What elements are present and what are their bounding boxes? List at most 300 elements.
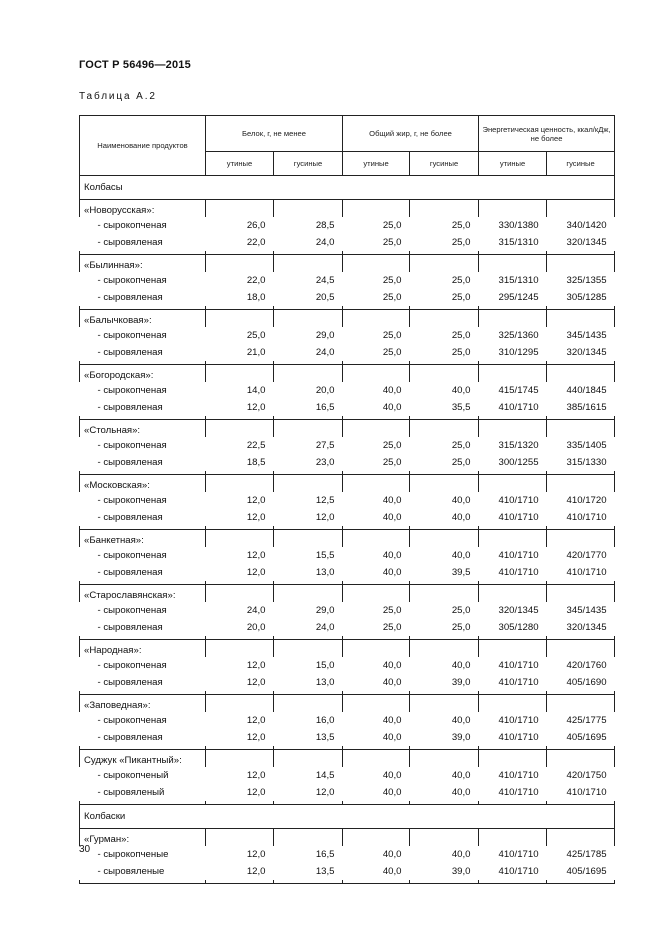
empty-cell [206, 200, 274, 218]
value-cell: 25,0 [451, 275, 471, 286]
value-cell: 22,0 [246, 237, 266, 248]
table-row [80, 846, 615, 863]
product-variant-label: - сырокопченая [97, 495, 167, 506]
empty-cell [410, 585, 479, 603]
value-cell: 12,0 [246, 849, 266, 860]
value-cell: 440/1845 [566, 385, 607, 396]
product-group-name: «Заповедная»: [80, 695, 206, 713]
empty-cell [479, 200, 547, 218]
value-cell: 40,0 [451, 495, 471, 506]
value-cell: 20,0 [315, 385, 335, 396]
value-cell: 315/1310 [498, 237, 539, 248]
value-cell: 25,0 [451, 220, 471, 231]
group-header-row [80, 255, 615, 273]
subheader-fat-goose: гусиные [410, 152, 479, 176]
product-variant-label: - сырокопченая [97, 275, 167, 286]
product-variant-label: - сырокопченая [97, 605, 167, 616]
empty-cell [410, 750, 479, 768]
empty-cell [410, 829, 479, 847]
empty-cell [274, 640, 343, 658]
table-row [80, 217, 615, 234]
empty-cell [410, 200, 479, 218]
value-cell: 25,0 [382, 622, 402, 633]
product-group-name: «Богородская»: [80, 365, 206, 383]
value-cell: 12,0 [315, 512, 335, 523]
value-cell: 12,0 [246, 732, 266, 743]
empty-cell [343, 475, 410, 493]
column-header-fat: Общий жир, г, не более [343, 116, 479, 152]
product-variant-label: - сыровяленая [97, 567, 163, 578]
value-cell: 315/1320 [498, 440, 539, 451]
group-header-row [80, 310, 615, 328]
empty-cell [206, 255, 274, 273]
empty-cell [274, 255, 343, 273]
value-cell: 25,0 [451, 457, 471, 468]
value-cell: 28,5 [315, 220, 335, 231]
value-cell: 40,0 [451, 770, 471, 781]
empty-cell [274, 310, 343, 328]
value-cell: 27,5 [315, 440, 335, 451]
empty-cell [274, 750, 343, 768]
empty-cell [547, 200, 615, 218]
empty-cell [547, 365, 615, 383]
empty-cell [410, 365, 479, 383]
value-cell: 12,0 [246, 677, 266, 688]
empty-cell [479, 530, 547, 548]
table-row [80, 454, 615, 471]
empty-cell [274, 829, 343, 847]
value-cell: 25,0 [451, 237, 471, 248]
product-group-name: «Стольная»: [80, 420, 206, 438]
section-row [80, 176, 615, 200]
value-cell: 40,0 [382, 567, 402, 578]
value-cell: 405/1695 [566, 732, 607, 743]
value-cell: 22,0 [246, 275, 266, 286]
product-variant-label: - сыровяленая [97, 237, 163, 248]
value-cell: 13,5 [315, 866, 335, 877]
empty-cell [479, 365, 547, 383]
empty-cell [410, 530, 479, 548]
value-cell: 410/1710 [498, 787, 539, 798]
product-variant-label: - сыровяленая [97, 732, 163, 743]
value-cell: 320/1345 [566, 237, 607, 248]
product-variant-label: - сыровяленая [97, 402, 163, 413]
value-cell: 410/1720 [566, 495, 607, 506]
value-cell: 18,5 [246, 457, 266, 468]
table-row [80, 399, 615, 416]
product-variant-label: - сырокопченая [97, 385, 167, 396]
empty-cell [547, 255, 615, 273]
spacer-cell [547, 880, 615, 884]
value-cell: 40,0 [382, 402, 402, 413]
value-cell: 40,0 [451, 660, 471, 671]
value-cell: 24,0 [315, 622, 335, 633]
value-cell: 310/1295 [498, 347, 539, 358]
value-cell: 410/1710 [498, 849, 539, 860]
value-cell: 40,0 [451, 512, 471, 523]
value-cell: 12,0 [246, 787, 266, 798]
table-row [80, 863, 615, 880]
value-cell: 385/1615 [566, 402, 607, 413]
subheader-fat-duck: утиные [343, 152, 410, 176]
value-cell: 13,5 [315, 732, 335, 743]
empty-cell [547, 695, 615, 713]
value-cell: 39,0 [451, 866, 471, 877]
table-row [80, 564, 615, 581]
empty-cell [343, 695, 410, 713]
value-cell: 40,0 [382, 866, 402, 877]
empty-cell [479, 420, 547, 438]
product-variant-label: - сыровяленый [97, 787, 165, 798]
empty-cell [410, 310, 479, 328]
product-group-name: Суджук «Пикантный»: [80, 750, 206, 768]
empty-cell [274, 585, 343, 603]
value-cell: 420/1750 [566, 770, 607, 781]
table-row [80, 657, 615, 674]
spacer-cell [410, 880, 479, 884]
empty-cell [410, 420, 479, 438]
product-variant-label: - сыровяленые [97, 866, 165, 877]
product-group-name: «Былинная»: [80, 255, 206, 273]
product-variant-label: - сырокопченая [97, 330, 167, 341]
table-row [80, 602, 615, 619]
value-cell: 305/1280 [498, 622, 539, 633]
value-cell: 410/1710 [498, 866, 539, 877]
product-group-name: «Новорусская»: [80, 200, 206, 218]
value-cell: 15,5 [315, 550, 335, 561]
table-row [80, 492, 615, 509]
column-header-protein: Белок, г, не менее [206, 116, 343, 152]
value-cell: 410/1710 [498, 495, 539, 506]
group-header-row [80, 475, 615, 493]
empty-cell [343, 829, 410, 847]
value-cell: 345/1435 [566, 605, 607, 616]
value-cell: 340/1420 [566, 220, 607, 231]
table-row [80, 344, 615, 361]
value-cell: 39,5 [451, 567, 471, 578]
spacer-cell [343, 880, 410, 884]
value-cell: 25,0 [382, 275, 402, 286]
value-cell: 14,5 [315, 770, 335, 781]
subheader-energy-goose: гусиные [547, 152, 615, 176]
section-title: Колбасы [80, 176, 615, 200]
value-cell: 12,0 [246, 512, 266, 523]
subheader-protein-duck: утиные [206, 152, 274, 176]
empty-cell [206, 530, 274, 548]
value-cell: 12,0 [246, 660, 266, 671]
value-cell: 25,0 [451, 292, 471, 303]
empty-cell [274, 530, 343, 548]
value-cell: 25,0 [382, 330, 402, 341]
table-row [80, 547, 615, 564]
value-cell: 23,0 [315, 457, 335, 468]
value-cell: 410/1710 [498, 567, 539, 578]
value-cell: 20,5 [315, 292, 335, 303]
value-cell: 40,0 [451, 849, 471, 860]
empty-cell [343, 530, 410, 548]
empty-cell [410, 695, 479, 713]
value-cell: 12,0 [246, 495, 266, 506]
product-group-name: «Московская»: [80, 475, 206, 493]
value-cell: 410/1710 [498, 677, 539, 688]
value-cell: 39,0 [451, 732, 471, 743]
product-variant-label: - сыровяленая [97, 512, 163, 523]
empty-cell [274, 420, 343, 438]
value-cell: 16,5 [315, 849, 335, 860]
value-cell: 40,0 [451, 385, 471, 396]
value-cell: 21,0 [246, 347, 266, 358]
value-cell: 40,0 [451, 787, 471, 798]
group-header-row [80, 829, 615, 847]
value-cell: 40,0 [382, 660, 402, 671]
value-cell: 24,0 [315, 237, 335, 248]
value-cell: 25,0 [382, 605, 402, 616]
value-cell: 410/1710 [498, 512, 539, 523]
spacer-cell [274, 880, 343, 884]
empty-cell [274, 200, 343, 218]
empty-cell [547, 530, 615, 548]
empty-cell [343, 640, 410, 658]
value-cell: 410/1710 [498, 732, 539, 743]
product-variant-label: - сырокопченая [97, 660, 167, 671]
value-cell: 300/1255 [498, 457, 539, 468]
value-cell: 40,0 [451, 715, 471, 726]
value-cell: 345/1435 [566, 330, 607, 341]
value-cell: 12,0 [246, 550, 266, 561]
value-cell: 410/1710 [498, 660, 539, 671]
value-cell: 12,0 [246, 402, 266, 413]
value-cell: 40,0 [451, 550, 471, 561]
value-cell: 24,5 [315, 275, 335, 286]
group-header-row [80, 695, 615, 713]
value-cell: 410/1710 [498, 770, 539, 781]
value-cell: 405/1690 [566, 677, 607, 688]
empty-cell [343, 310, 410, 328]
empty-cell [206, 585, 274, 603]
value-cell: 25,0 [382, 237, 402, 248]
table-row [80, 234, 615, 251]
group-header-row [80, 420, 615, 438]
value-cell: 40,0 [382, 677, 402, 688]
empty-cell [547, 420, 615, 438]
value-cell: 40,0 [382, 715, 402, 726]
value-cell: 425/1775 [566, 715, 607, 726]
value-cell: 12,0 [246, 567, 266, 578]
empty-cell [479, 310, 547, 328]
spacer-cell [206, 880, 274, 884]
table-row [80, 327, 615, 344]
value-cell: 15,0 [315, 660, 335, 671]
value-cell: 420/1760 [566, 660, 607, 671]
value-cell: 22,5 [246, 440, 266, 451]
table-row [80, 619, 615, 636]
empty-cell [479, 750, 547, 768]
value-cell: 40,0 [382, 550, 402, 561]
empty-cell [479, 695, 547, 713]
table-row [80, 272, 615, 289]
value-cell: 40,0 [382, 787, 402, 798]
value-cell: 335/1405 [566, 440, 607, 451]
value-cell: 39,0 [451, 677, 471, 688]
product-variant-label: - сыровяленая [97, 677, 163, 688]
value-cell: 320/1345 [498, 605, 539, 616]
empty-cell [274, 365, 343, 383]
value-cell: 325/1360 [498, 330, 539, 341]
group-header-row [80, 585, 615, 603]
table-row [80, 437, 615, 454]
empty-cell [479, 640, 547, 658]
value-cell: 315/1310 [498, 275, 539, 286]
empty-cell [547, 750, 615, 768]
empty-cell [206, 750, 274, 768]
value-cell: 25,0 [382, 292, 402, 303]
value-cell: 24,0 [315, 347, 335, 358]
empty-cell [343, 750, 410, 768]
empty-cell [206, 829, 274, 847]
table-row [80, 289, 615, 306]
value-cell: 40,0 [382, 770, 402, 781]
empty-cell [547, 829, 615, 847]
value-cell: 12,0 [246, 866, 266, 877]
empty-cell [547, 640, 615, 658]
group-header-row [80, 200, 615, 218]
value-cell: 25,0 [382, 347, 402, 358]
value-cell: 25,0 [451, 622, 471, 633]
column-header-name: Наименование продуктов [80, 116, 206, 176]
value-cell: 29,0 [315, 605, 335, 616]
product-variant-label: - сырокопченая [97, 440, 167, 451]
product-variant-label: - сырокопченая [97, 550, 167, 561]
empty-cell [343, 200, 410, 218]
table-row [80, 729, 615, 746]
value-cell: 40,0 [382, 495, 402, 506]
spacer-cell [80, 880, 206, 884]
table-row [80, 767, 615, 784]
empty-cell [206, 365, 274, 383]
table-row [80, 712, 615, 729]
empty-cell [343, 585, 410, 603]
empty-cell [274, 475, 343, 493]
value-cell: 420/1770 [566, 550, 607, 561]
empty-cell [479, 585, 547, 603]
empty-cell [206, 420, 274, 438]
spacer-cell [479, 880, 547, 884]
product-group-name: «Гурман»: [80, 829, 206, 847]
product-group-name: «Народная»: [80, 640, 206, 658]
value-cell: 320/1345 [566, 347, 607, 358]
value-cell: 410/1710 [566, 512, 607, 523]
section-row [80, 805, 615, 829]
value-cell: 320/1345 [566, 622, 607, 633]
value-cell: 305/1285 [566, 292, 607, 303]
subheader-protein-goose: гусиные [274, 152, 343, 176]
value-cell: 12,0 [246, 715, 266, 726]
table-row [80, 784, 615, 801]
document-title: ГОСТ Р 56496—2015 [79, 59, 191, 71]
table-caption: Таблица А.2 [79, 91, 157, 102]
value-cell: 25,0 [382, 457, 402, 468]
value-cell: 25,0 [246, 330, 266, 341]
empty-cell [410, 640, 479, 658]
value-cell: 13,0 [315, 567, 335, 578]
empty-cell [410, 475, 479, 493]
value-cell: 410/1710 [498, 715, 539, 726]
product-group-name: «Банкетная»: [80, 530, 206, 548]
value-cell: 410/1710 [566, 787, 607, 798]
value-cell: 325/1355 [566, 275, 607, 286]
product-group-name: «Балычковая»: [80, 310, 206, 328]
value-cell: 425/1785 [566, 849, 607, 860]
product-variant-label: - сырокопченая [97, 220, 167, 231]
group-spacer [80, 880, 615, 884]
empty-cell [206, 475, 274, 493]
empty-cell [343, 255, 410, 273]
empty-cell [479, 829, 547, 847]
product-variant-label: - сырокопченый [97, 770, 169, 781]
value-cell: 35,5 [451, 402, 471, 413]
table-row [80, 674, 615, 691]
group-header-row [80, 530, 615, 548]
subheader-energy-duck: утиные [479, 152, 547, 176]
product-group-name: «Старославянская»: [80, 585, 206, 603]
empty-cell [343, 420, 410, 438]
nutrition-table [79, 115, 615, 884]
empty-cell [547, 310, 615, 328]
value-cell: 24,0 [246, 605, 266, 616]
empty-cell [479, 255, 547, 273]
empty-cell [206, 310, 274, 328]
product-variant-label: - сыровяленая [97, 292, 163, 303]
value-cell: 40,0 [382, 385, 402, 396]
empty-cell [547, 585, 615, 603]
value-cell: 415/1745 [498, 385, 539, 396]
value-cell: 14,0 [246, 385, 266, 396]
product-variant-label: - сыровяленая [97, 457, 163, 468]
value-cell: 410/1710 [498, 402, 539, 413]
empty-cell [274, 695, 343, 713]
section-title: Колбаски [80, 805, 615, 829]
value-cell: 16,0 [315, 715, 335, 726]
empty-cell [206, 695, 274, 713]
value-cell: 16,5 [315, 402, 335, 413]
table-row [80, 382, 615, 399]
value-cell: 18,0 [246, 292, 266, 303]
value-cell: 405/1695 [566, 866, 607, 877]
page-number: 30 [79, 844, 91, 855]
value-cell: 26,0 [246, 220, 266, 231]
product-variant-label: - сырокопченая [97, 715, 167, 726]
table-row [80, 509, 615, 526]
value-cell: 40,0 [382, 512, 402, 523]
value-cell: 40,0 [382, 849, 402, 860]
value-cell: 315/1330 [566, 457, 607, 468]
value-cell: 25,0 [451, 330, 471, 341]
value-cell: 20,0 [246, 622, 266, 633]
empty-cell [410, 255, 479, 273]
product-variant-label: - сыровяленая [97, 622, 163, 633]
value-cell: 25,0 [451, 347, 471, 358]
value-cell: 12,0 [315, 787, 335, 798]
value-cell: 25,0 [382, 440, 402, 451]
product-variant-label: - сырокопченые [97, 849, 169, 860]
group-header-row [80, 640, 615, 658]
value-cell: 12,0 [246, 770, 266, 781]
empty-cell [479, 475, 547, 493]
value-cell: 410/1710 [566, 567, 607, 578]
value-cell: 40,0 [382, 732, 402, 743]
value-cell: 295/1245 [498, 292, 539, 303]
table-body [80, 176, 615, 884]
